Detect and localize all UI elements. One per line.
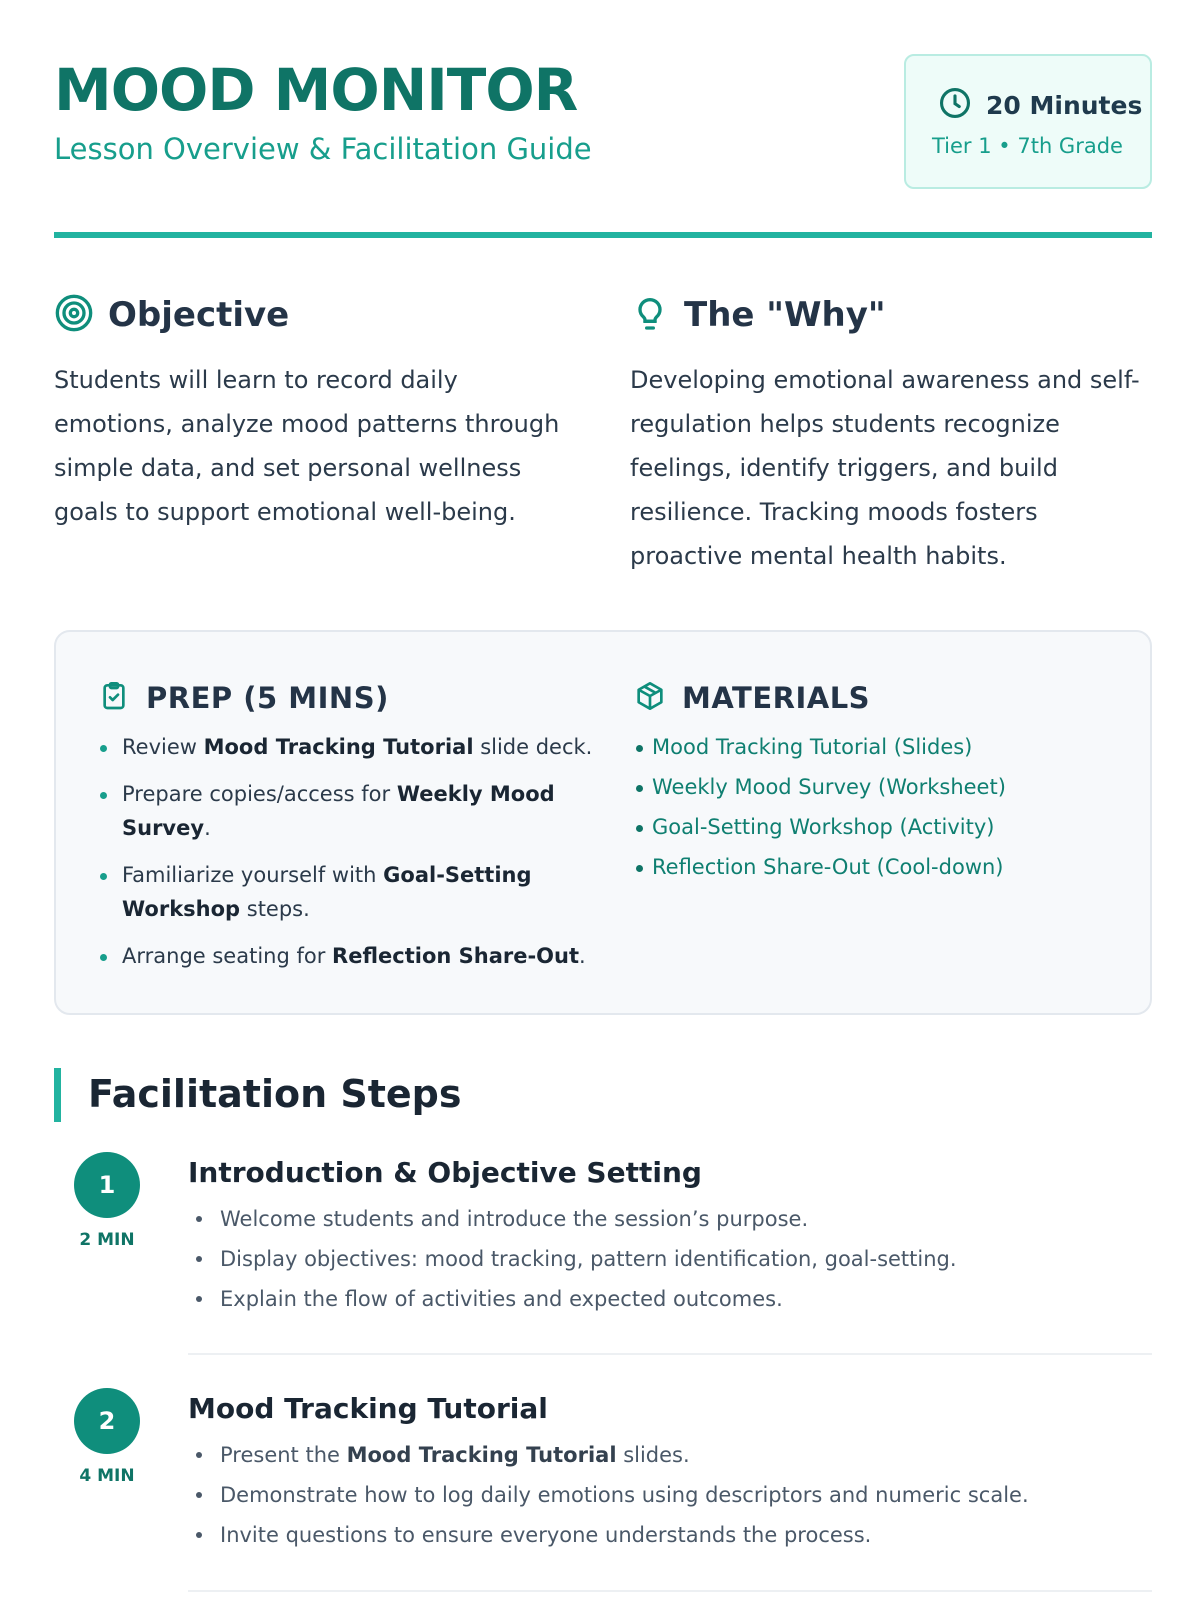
step-title: Mood Tracking Tutorial [188, 1392, 548, 1425]
page-title: MOOD MONITOR [54, 56, 578, 124]
page-header [54, 52, 1152, 192]
prep-section [98, 676, 598, 986]
step-bullets [188, 1199, 1152, 1319]
prep-materials-card [54, 630, 1152, 1015]
step-bullet: Present the Mood Tracking Tutorial slides. [188, 1435, 1152, 1475]
prep-item: Review Mood Tracking Tutorial slide deck. [98, 730, 598, 764]
prep-list [98, 730, 598, 973]
material-link[interactable]: Goal-Setting Workshop (Activity) [634, 810, 1114, 844]
page-subtitle: Lesson Overview & Facilitation Guide [54, 132, 592, 166]
prep-item: Prepare copies/access for Weekly Mood Survey. [98, 777, 598, 845]
lightbulb-icon [630, 293, 670, 337]
heading-accent-bar [54, 1068, 61, 1122]
step-bullet: Demonstrate how to log daily emotions using descriptors and numeric scale. [188, 1475, 1152, 1515]
facilitation-heading-row [54, 1068, 654, 1122]
step-body [188, 1392, 1152, 1555]
materials-heading: MATERIALS [682, 681, 871, 715]
step-bullets [188, 1435, 1152, 1555]
step-number-badge: 1 [74, 1152, 140, 1218]
step-bullet: Invite questions to ensure everyone understands the process. [188, 1515, 1152, 1555]
target-icon [54, 293, 94, 337]
badge-time: 20 Minutes [986, 90, 1143, 120]
step-divider [188, 1353, 1152, 1355]
material-link[interactable]: Mood Tracking Tutorial (Slides) [634, 730, 1114, 764]
objective-section [54, 290, 574, 534]
prep-heading: PREP (5 MINS) [146, 681, 389, 715]
why-heading-row [630, 290, 1150, 340]
materials-section [634, 676, 1114, 890]
step-number-badge: 2 [74, 1388, 140, 1454]
badge-tier-grade: Tier 1 • 7th Grade [932, 134, 1123, 158]
header-divider [54, 232, 1152, 238]
facilitation-heading: Facilitation Steps [88, 1072, 462, 1116]
step-title: Introduction & Objective Setting [188, 1156, 702, 1189]
prep-item: Familiarize yourself with Goal-Setting Workshop steps. [98, 858, 598, 926]
step-bullet: Explain the flow of activities and expected outcomes. [188, 1279, 1152, 1319]
step-divider [188, 1590, 1152, 1592]
badge-time-row [938, 86, 1142, 124]
materials-heading-row [634, 676, 1114, 720]
materials-list [634, 730, 1114, 884]
duration-badge [904, 54, 1152, 189]
step-bullet: Display objectives: mood tracking, pattern identification, goal-setting. [188, 1239, 1152, 1279]
objective-text: Students will learn to record daily emotions, analyze mood patterns through simple data, and set personal wellness goals to support emotional well-being. [54, 366, 560, 526]
step-duration: 2 MIN [79, 1230, 135, 1250]
material-link[interactable]: Weekly Mood Survey (Worksheet) [634, 770, 1114, 804]
objective-heading: Objective [108, 295, 290, 335]
why-heading: The "Why" [684, 295, 886, 335]
why-section [630, 290, 1150, 578]
clock-icon [938, 86, 972, 124]
objective-heading-row [54, 290, 574, 340]
material-link[interactable]: Reflection Share-Out (Cool-down) [634, 850, 1114, 884]
package-icon [634, 680, 666, 716]
prep-item: Arrange seating for Reflection Share-Out. [98, 939, 598, 973]
step-duration: 4 MIN [79, 1466, 135, 1486]
prep-heading-row [98, 676, 598, 720]
step-body [188, 1156, 1152, 1319]
clipboard-check-icon [98, 680, 130, 716]
step-bullet: Welcome students and introduce the session’s purpose. [188, 1199, 1152, 1239]
lesson-page [54, 0, 1152, 1600]
why-text: Developing emotional awareness and self-regulation helps students recognize feelings, identify triggers, and build resilience. Tracking moods fosters proactive mental health habits. [630, 366, 1140, 570]
